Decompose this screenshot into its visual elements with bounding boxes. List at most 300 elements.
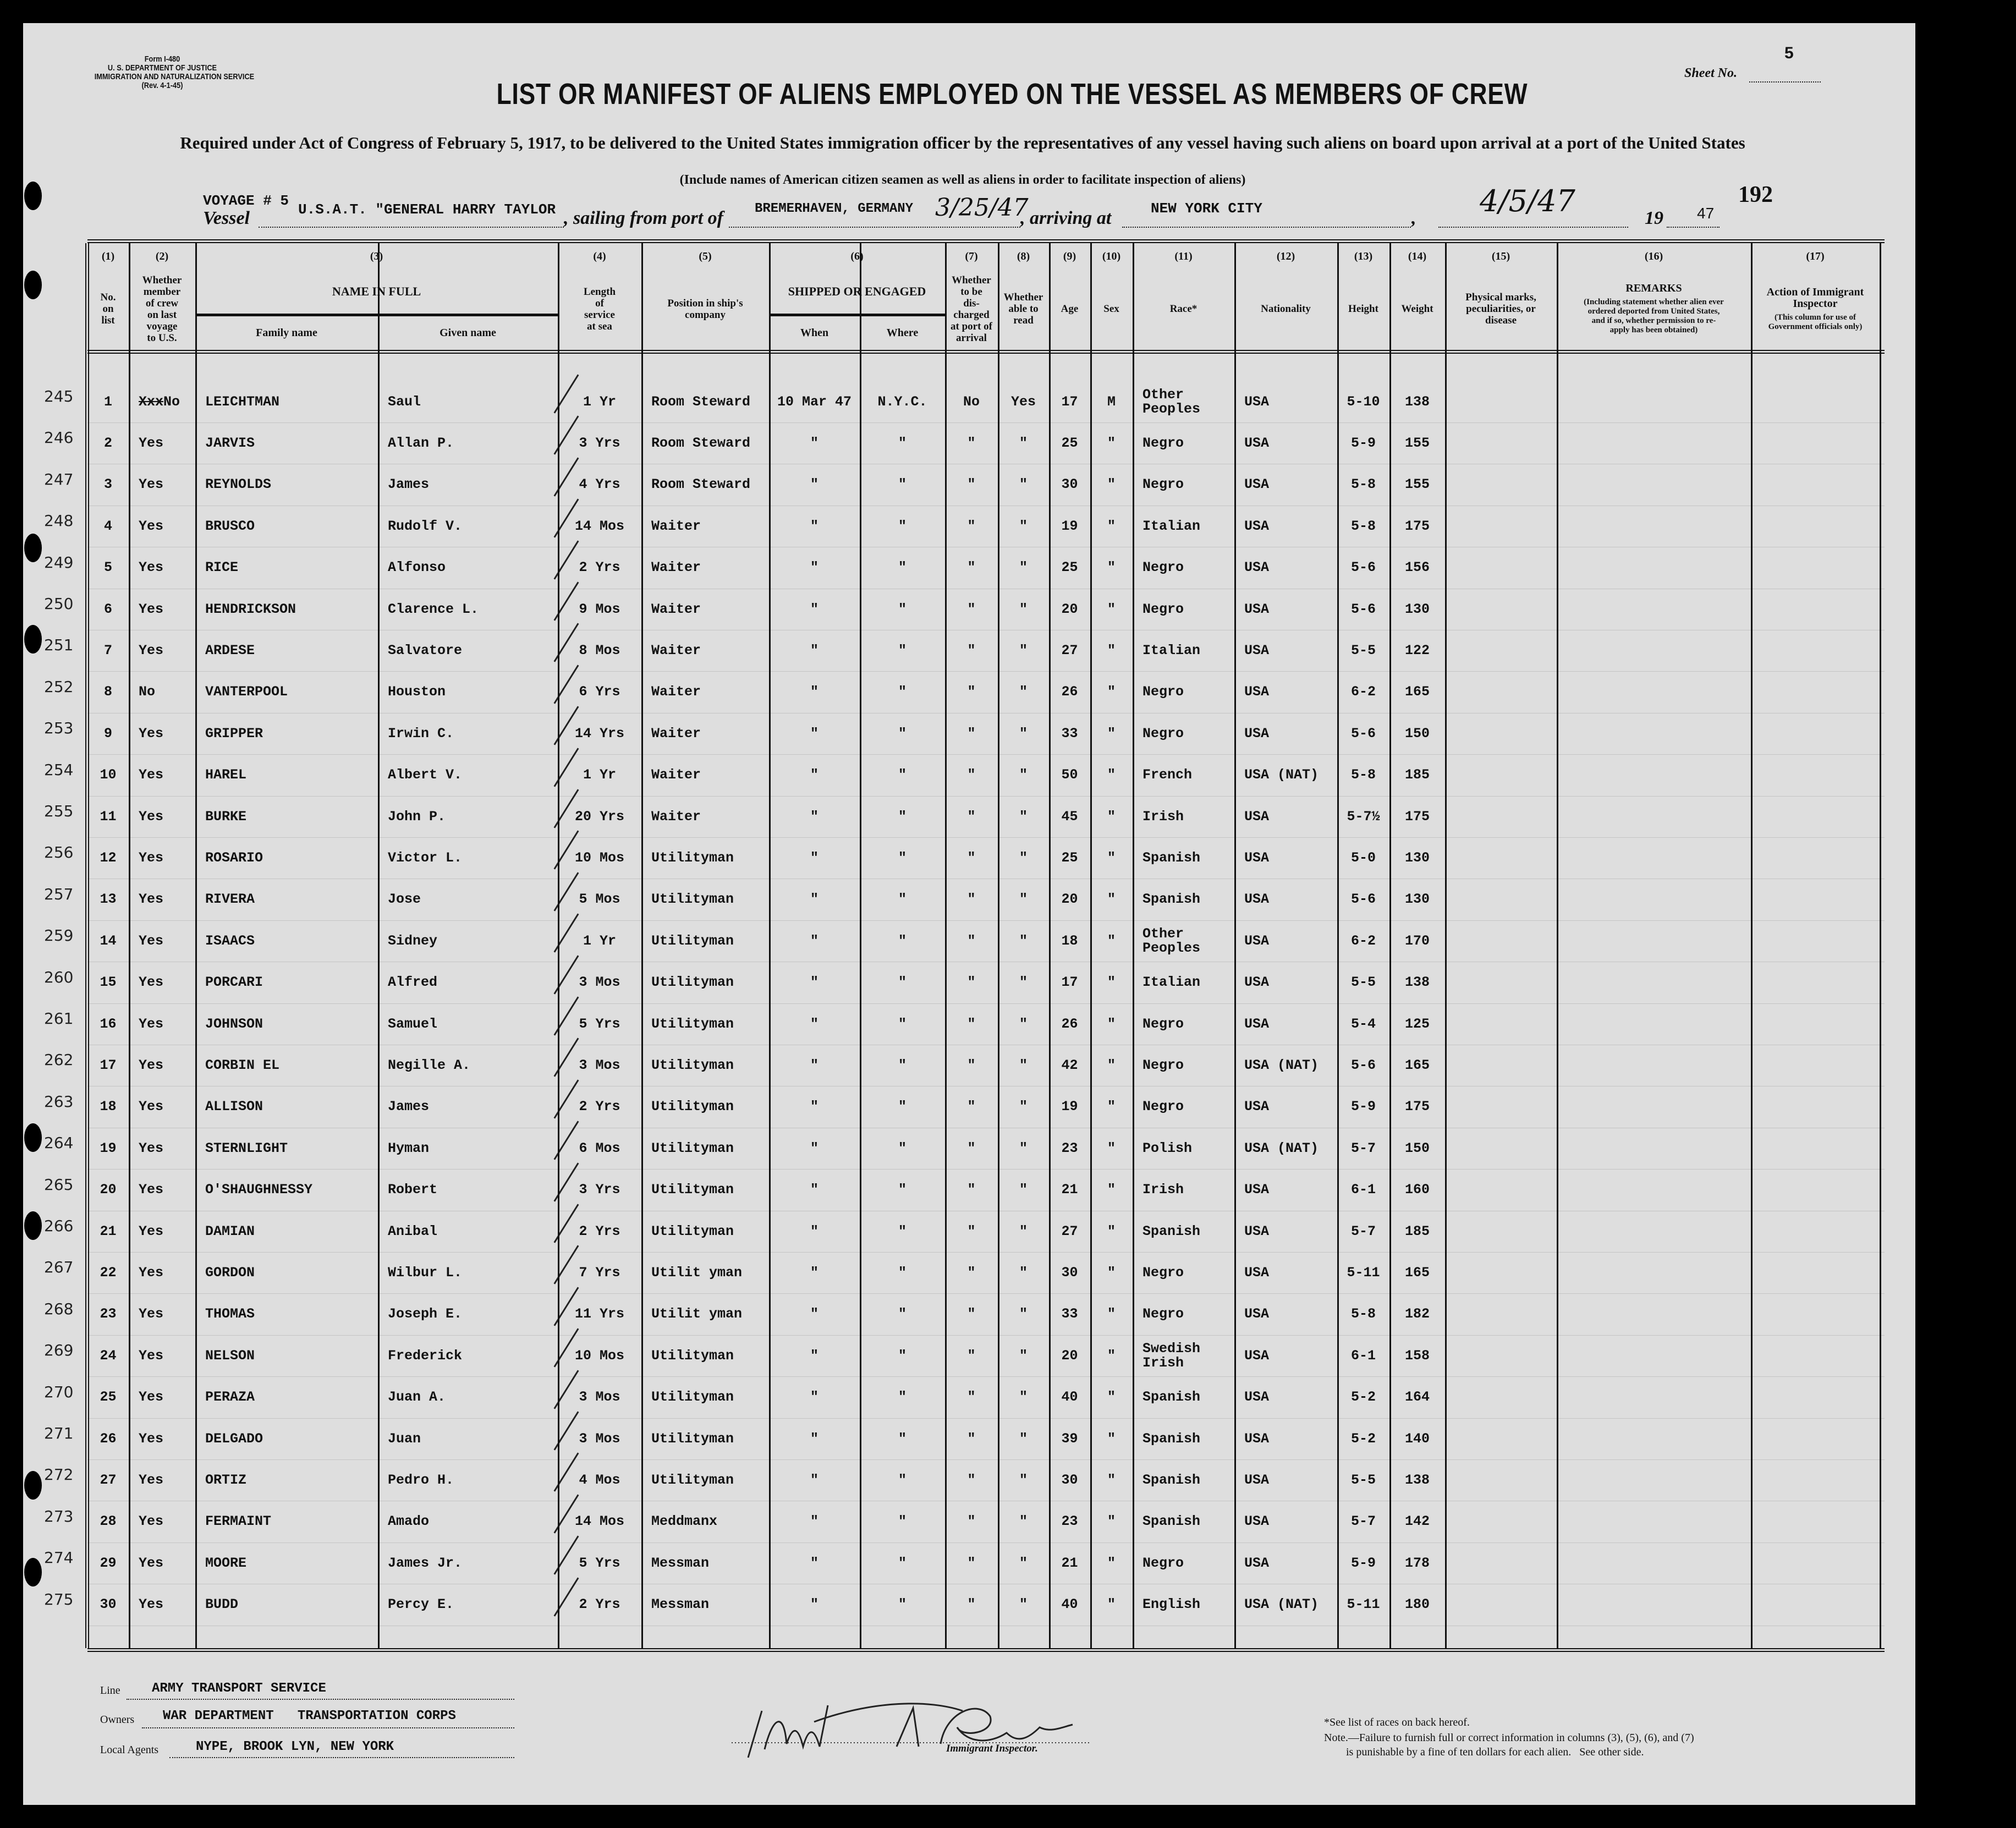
- cell-length: 14 Yrs: [574, 725, 624, 742]
- cell-nationality: USA: [1244, 559, 1270, 576]
- cell-age: 17: [1061, 393, 1078, 410]
- cell-nationality: USA (NAT): [1244, 1140, 1319, 1156]
- cell-discharged: ": [967, 1264, 976, 1281]
- cell-crew: Yes: [139, 601, 164, 617]
- cell-crew: Yes: [139, 1015, 164, 1032]
- cell-sex: ": [1107, 1057, 1116, 1073]
- cell-when: ": [810, 518, 819, 534]
- subheader-when: When: [769, 314, 860, 350]
- cell-age: 20: [1061, 1347, 1078, 1364]
- cell-length: 6 Mos: [579, 1140, 620, 1156]
- agents-underline: [169, 1757, 514, 1758]
- cell-where: ": [898, 476, 907, 493]
- cell-race: Negro: [1142, 1555, 1184, 1571]
- line-number: 259: [44, 926, 74, 945]
- cell-no: 1: [103, 393, 112, 410]
- sheet-number-label: Sheet No.: [1684, 66, 1737, 80]
- line-number: 267: [44, 1258, 74, 1277]
- column-label-group: [1584, 268, 1724, 350]
- cell-given: Irwin C.: [388, 725, 454, 742]
- line-number: 252: [44, 677, 74, 696]
- column-label: Physical marks, peculiarities, or disease: [1465, 292, 1536, 326]
- cell-discharged: ": [967, 1596, 976, 1613]
- cell-race: Negro: [1142, 476, 1184, 493]
- cell-where: ": [898, 1057, 907, 1073]
- cell-age: 40: [1061, 1596, 1078, 1613]
- vessel-line: [259, 227, 564, 228]
- cell-position: Utilityman: [651, 1347, 734, 1364]
- cell-family: MOORE: [205, 1555, 247, 1571]
- cell-family: DELGADO: [205, 1430, 263, 1447]
- cell-length: 20 Yrs: [574, 808, 624, 825]
- crew-answer: No: [163, 393, 180, 410]
- cell-when: ": [810, 1389, 819, 1406]
- cell-where: ": [898, 1347, 907, 1364]
- cell-no: 20: [100, 1182, 117, 1198]
- cell-position: Room Steward: [651, 435, 751, 451]
- cell-height: 5-0: [1350, 849, 1376, 866]
- cell-sex: ": [1107, 767, 1116, 783]
- column-number: (13): [1354, 250, 1373, 262]
- table-row: [87, 1377, 1885, 1419]
- cell-discharged: ": [967, 1223, 976, 1239]
- table-row: [87, 1584, 1885, 1626]
- cell-when: ": [810, 849, 819, 866]
- penalty-note: Note.—Failure to furnish full or correct information in columns (3), (5), (6), and (7) is punishable by a fine of ten dollars for each alien. See other side.: [1324, 1732, 1694, 1758]
- cell-weight: 130: [1404, 601, 1430, 617]
- header-c9: [1049, 243, 1090, 350]
- form-number: Form I-480: [144, 54, 180, 64]
- cell-crew: Yes: [139, 1140, 164, 1156]
- cell-given: Victor L.: [388, 849, 463, 866]
- line-number: 257: [44, 885, 74, 903]
- cell-weight: 178: [1404, 1555, 1430, 1571]
- cell-crew: Yes: [139, 849, 164, 866]
- hole-punch: [24, 1211, 42, 1240]
- column-divider: [945, 243, 947, 1648]
- cell-length: 3 Mos: [579, 974, 620, 991]
- header-c13: [1337, 243, 1389, 350]
- cell-family: ORTIZ: [205, 1472, 247, 1488]
- header-c17: [1751, 243, 1880, 350]
- cell-read: ": [1019, 1347, 1028, 1364]
- service: IMMIGRATION AND NATURALIZATION SERVICE: [94, 72, 255, 81]
- owners-underline: [142, 1727, 514, 1728]
- column-number: (14): [1408, 250, 1427, 262]
- cell-given: Amado: [388, 1513, 430, 1530]
- cell-height: 5-9: [1350, 1555, 1376, 1571]
- cell-weight: 156: [1404, 559, 1430, 576]
- cell-position: Waiter: [651, 684, 701, 700]
- cell-length: 1 Yr: [583, 767, 616, 783]
- races-note: *See list of races on back hereof.: [1324, 1716, 1470, 1728]
- cell-nationality: USA: [1244, 1264, 1270, 1281]
- cell-age: 30: [1061, 1472, 1078, 1488]
- cell-race: Negro: [1142, 435, 1184, 451]
- line-number: 255: [44, 802, 74, 820]
- cell-age: 26: [1061, 684, 1078, 700]
- hole-punch: [24, 271, 42, 299]
- cell-weight: 158: [1404, 1347, 1430, 1364]
- column-label: Position in ship's company: [667, 297, 743, 321]
- cell-nationality: USA: [1244, 684, 1270, 700]
- line-number: 253: [44, 719, 74, 738]
- cell-sex: ": [1107, 559, 1116, 576]
- cell-height: 5-5: [1350, 642, 1376, 658]
- cell-sex: ": [1107, 974, 1116, 991]
- cell-race: Spanish: [1142, 1389, 1201, 1406]
- cell-read: ": [1019, 684, 1028, 700]
- cell-read: ": [1019, 1223, 1028, 1239]
- cell-given: Salvatore: [388, 642, 463, 658]
- cell-no: 23: [100, 1306, 117, 1322]
- cell-discharged: ": [967, 601, 976, 617]
- cell-given: Juan: [388, 1430, 421, 1447]
- table-row: [87, 1459, 1885, 1501]
- column-divider: [378, 243, 380, 1648]
- cell-height: 5-7: [1350, 1513, 1376, 1530]
- hole-punch: [24, 1558, 42, 1587]
- table-row: [87, 920, 1885, 962]
- cell-no: 25: [100, 1389, 117, 1406]
- line-number: 249: [44, 553, 74, 572]
- cell-when: ": [810, 1140, 819, 1156]
- cell-weight: 165: [1404, 684, 1430, 700]
- cell-discharged: ": [967, 684, 976, 700]
- cell-position: Meddmanx: [651, 1513, 718, 1530]
- cell-crew: Yes: [139, 1555, 164, 1571]
- cell-where: ": [898, 518, 907, 534]
- cell-length: 2 Yrs: [579, 559, 620, 576]
- cell-age: 23: [1061, 1513, 1078, 1530]
- cell-age: 25: [1061, 849, 1078, 866]
- cell-where: ": [898, 1596, 907, 1613]
- column-divider: [1133, 243, 1134, 1648]
- cell-read: ": [1019, 932, 1028, 949]
- cell-age: 25: [1061, 435, 1078, 451]
- cell-length: 1 Yr: [583, 932, 616, 949]
- cell-when: ": [810, 684, 819, 700]
- cell-family: LEICHTMAN: [205, 393, 280, 410]
- cell-no: 15: [100, 974, 117, 991]
- cell-when: ": [810, 1555, 819, 1571]
- cell-height: 5-11: [1347, 1596, 1380, 1613]
- agents-value: NYPE, BROOK LYN, NEW YORK: [196, 1739, 394, 1754]
- cell-read: Yes: [1010, 393, 1036, 410]
- cell-length: 9 Mos: [579, 601, 620, 617]
- cell-read: ": [1019, 1306, 1028, 1322]
- column-label: No. on list: [100, 292, 116, 326]
- column-label: REMARKS: [1625, 282, 1682, 294]
- cell-crew: Yes: [139, 559, 164, 576]
- hole-punch: [24, 1123, 42, 1152]
- cell-height: 5-6: [1350, 601, 1376, 617]
- cell-height: 5-9: [1350, 435, 1376, 451]
- cell-where: ": [898, 808, 907, 825]
- cell-position: Utilityman: [651, 1057, 734, 1073]
- cell-no: 19: [100, 1140, 117, 1156]
- arriving-label: , arriving at: [1020, 208, 1112, 228]
- cell-where: ": [898, 974, 907, 991]
- cell-age: 19: [1061, 1099, 1078, 1115]
- column-label: Race*: [1169, 303, 1197, 315]
- cell-discharged: ": [967, 1347, 976, 1364]
- cell-length: 3 Mos: [579, 1430, 620, 1447]
- line-number: 268: [44, 1299, 74, 1318]
- cell-crew: Yes: [139, 1057, 164, 1073]
- cell-weight: 165: [1404, 1057, 1430, 1073]
- cell-given: Hyman: [388, 1140, 430, 1156]
- cell-age: 21: [1061, 1555, 1078, 1571]
- cell-height: 6-2: [1350, 932, 1376, 949]
- cell-weight: 150: [1404, 1140, 1430, 1156]
- cell-where: ": [898, 767, 907, 783]
- column-number: (6): [850, 250, 864, 262]
- cell-nationality: USA: [1244, 1182, 1270, 1198]
- cell-weight: 130: [1404, 849, 1430, 866]
- table-row: [87, 1335, 1885, 1377]
- cell-length: 6 Yrs: [579, 684, 620, 700]
- cell-nationality: USA: [1244, 476, 1270, 493]
- cell-sex: ": [1107, 932, 1116, 949]
- cell-read: ": [1019, 1264, 1028, 1281]
- cell-sex: ": [1107, 808, 1116, 825]
- line-number: 265: [44, 1175, 74, 1194]
- table-row: [87, 422, 1885, 464]
- cell-given: Jose: [388, 891, 421, 908]
- cell-where: ": [898, 559, 907, 576]
- cell-position: Utilityman: [651, 1182, 734, 1198]
- table-row: [87, 1170, 1885, 1211]
- cell-nationality: USA (NAT): [1244, 1596, 1319, 1613]
- cell-read: ": [1019, 435, 1028, 451]
- cell-height: 5-6: [1350, 1057, 1376, 1073]
- cell-read: ": [1019, 1389, 1028, 1406]
- cell-race: Polish: [1142, 1140, 1193, 1156]
- cell-crew: Yes: [139, 725, 164, 742]
- cell-given: Samuel: [388, 1015, 438, 1032]
- cell-read: ": [1019, 891, 1028, 908]
- cell-given: James: [388, 1099, 430, 1115]
- cell-when: ": [810, 1223, 819, 1239]
- cell-read: ": [1019, 974, 1028, 991]
- year-prefix: 19: [1645, 208, 1663, 228]
- revision: (Rev. 4-1-45): [141, 81, 183, 90]
- table-row: [87, 796, 1885, 838]
- cell-crew: Yes: [139, 891, 164, 908]
- cell-weight: 175: [1404, 518, 1430, 534]
- cell-given: Albert V.: [388, 767, 463, 783]
- cell-family: JARVIS: [205, 435, 255, 451]
- cell-discharged: ": [967, 1182, 976, 1198]
- cell-position: Utilityman: [651, 1015, 734, 1032]
- cell-height: 5-7: [1350, 1140, 1376, 1156]
- cell-when: ": [810, 601, 819, 617]
- header-divider: [87, 350, 1885, 354]
- line-number: 264: [44, 1134, 74, 1152]
- cell-position: Waiter: [651, 808, 701, 825]
- cell-family: CORBIN EL: [205, 1057, 280, 1073]
- column-label: Height: [1348, 303, 1378, 315]
- cell-read: ": [1019, 849, 1028, 866]
- cell-no: 21: [100, 1223, 117, 1239]
- table-row: [87, 672, 1885, 713]
- column-number: (16): [1644, 250, 1663, 262]
- cell-sex: ": [1107, 476, 1116, 493]
- cell-discharged: ": [967, 932, 976, 949]
- struck-text: Xxx: [139, 393, 164, 410]
- line-underline: [127, 1699, 514, 1700]
- cell-read: ": [1019, 1430, 1028, 1447]
- cell-length: 3 Yrs: [579, 1182, 620, 1198]
- cell-age: 17: [1061, 974, 1078, 991]
- hole-punch: [24, 534, 42, 562]
- cell-position: Utilit yman: [651, 1306, 743, 1322]
- column-label: SHIPPED OR ENGAGED: [788, 284, 926, 298]
- cell-no: 17: [100, 1057, 117, 1073]
- sailing-date: 3/25/47: [935, 194, 1029, 222]
- cell-read: ": [1019, 1596, 1028, 1613]
- line-number: 246: [44, 429, 74, 447]
- line-number: 273: [44, 1507, 74, 1525]
- subheader-where: Where: [860, 314, 945, 350]
- cell-length: 10 Mos: [574, 849, 624, 866]
- cell-length: 1 Yr: [583, 393, 616, 410]
- column-label: Whether member of crew on last voyage to U.S.: [142, 274, 182, 344]
- cell-no: 22: [100, 1264, 117, 1281]
- column-divider: [129, 243, 130, 1648]
- cell-no: 5: [103, 559, 112, 576]
- agents-label: Local Agents: [100, 1744, 159, 1756]
- cell-given: Clarence L.: [388, 601, 479, 617]
- cell-where: ": [898, 932, 907, 949]
- cell-where: ": [898, 849, 907, 866]
- cell-age: 18: [1061, 932, 1078, 949]
- cell-nationality: USA: [1244, 1513, 1270, 1530]
- cell-race: Spanish: [1142, 891, 1201, 908]
- column-label: Nationality: [1261, 303, 1311, 315]
- cell-crew: Yes: [139, 476, 164, 493]
- cell-discharged: ": [967, 1140, 976, 1156]
- cell-discharged: ": [967, 1057, 976, 1073]
- table-row: [87, 1294, 1885, 1336]
- cell-position: Utilityman: [651, 1389, 734, 1406]
- cell-sex: ": [1107, 1015, 1116, 1032]
- cell-height: 5-4: [1350, 1015, 1376, 1032]
- cell-race: Negro: [1142, 1057, 1184, 1073]
- cell-given: Frederick: [388, 1347, 463, 1364]
- cell-height: 6-1: [1350, 1182, 1376, 1198]
- cell-weight: 155: [1404, 435, 1430, 451]
- cell-position: Waiter: [651, 767, 701, 783]
- cell-no: 30: [100, 1596, 117, 1613]
- cell-nationality: USA (NAT): [1244, 767, 1319, 783]
- cell-race: Negro: [1142, 684, 1184, 700]
- cell-read: ": [1019, 1472, 1028, 1488]
- cell-length: 7 Yrs: [579, 1264, 620, 1281]
- cell-race: Spanish: [1142, 1513, 1201, 1530]
- cell-race: Negro: [1142, 1099, 1184, 1115]
- cell-nationality: USA: [1244, 849, 1270, 866]
- cell-when: ": [810, 1347, 819, 1364]
- cell-where: N.Y.C.: [877, 393, 927, 410]
- cell-read: ": [1019, 1140, 1028, 1156]
- cell-when: ": [810, 1182, 819, 1198]
- cell-sex: ": [1107, 849, 1116, 866]
- cell-height: 5-10: [1347, 393, 1380, 410]
- header-c5: [641, 243, 769, 350]
- cell-position: Waiter: [651, 601, 701, 617]
- column-number: (15): [1491, 250, 1510, 262]
- owners-value: WAR DEPARTMENT TRANSPORTATION CORPS: [163, 1709, 456, 1723]
- cell-read: ": [1019, 1015, 1028, 1032]
- cell-given: Rudolf V.: [388, 518, 463, 534]
- line-number: 248: [44, 512, 74, 530]
- cell-crew: No: [139, 684, 156, 700]
- cell-crew: [129, 381, 195, 422]
- cell-nationality: USA (NAT): [1244, 1057, 1319, 1073]
- column-number: (5): [699, 250, 712, 262]
- cell-crew: Yes: [139, 435, 164, 451]
- cell-race: Irish: [1142, 1182, 1184, 1198]
- column-number: (7): [965, 250, 978, 262]
- cell-when: ": [810, 1015, 819, 1032]
- table-row: [87, 1128, 1885, 1170]
- cell-family: FERMAINT: [205, 1513, 272, 1530]
- cell-sex: ": [1107, 1472, 1116, 1488]
- column-divider: [1557, 243, 1558, 1648]
- cell-age: 19: [1061, 518, 1078, 534]
- department: U. S. DEPARTMENT OF JUSTICE: [107, 63, 217, 73]
- cell-discharged: ": [967, 1472, 976, 1488]
- cell-given: Joseph E.: [388, 1306, 463, 1322]
- line-number: 269: [44, 1341, 74, 1360]
- cell-crew: Yes: [139, 1389, 164, 1406]
- header-c4: [558, 243, 641, 350]
- column-divider: [1751, 243, 1753, 1648]
- departure-port: BREMERHAVEN, GERMANY: [755, 201, 914, 216]
- cell-length: 2 Yrs: [579, 1223, 620, 1239]
- column-divider: [1090, 243, 1092, 1648]
- cell-sex: ": [1107, 1430, 1116, 1447]
- line-label: Line: [100, 1684, 120, 1697]
- cell-crew: Yes: [139, 1182, 164, 1198]
- table-row: [87, 837, 1885, 879]
- cell-read: ": [1019, 1182, 1028, 1198]
- cell-nationality: USA: [1244, 518, 1270, 534]
- cell-no: 12: [100, 849, 117, 866]
- column-divider: [195, 243, 197, 1648]
- line-number: 275: [44, 1590, 74, 1609]
- cell-discharged: ": [967, 808, 976, 825]
- cell-nationality: USA: [1244, 1099, 1270, 1115]
- cell-discharged: ": [967, 518, 976, 534]
- sheet-number-line: [1749, 81, 1821, 83]
- cell-when: ": [810, 435, 819, 451]
- cell-sex: ": [1107, 725, 1116, 742]
- cell-discharged: No: [963, 393, 980, 410]
- cell-no: 27: [100, 1472, 117, 1488]
- cell-nationality: USA: [1244, 932, 1270, 949]
- cell-given: Sidney: [388, 932, 438, 949]
- cell-length: 2 Yrs: [579, 1099, 620, 1115]
- cell-age: 50: [1061, 767, 1078, 783]
- cell-height: 5-7: [1350, 1223, 1376, 1239]
- line-number: 271: [44, 1424, 74, 1442]
- column-label-group: [1767, 268, 1864, 350]
- cell-height: 5-8: [1350, 518, 1376, 534]
- cell-read: ": [1019, 642, 1028, 658]
